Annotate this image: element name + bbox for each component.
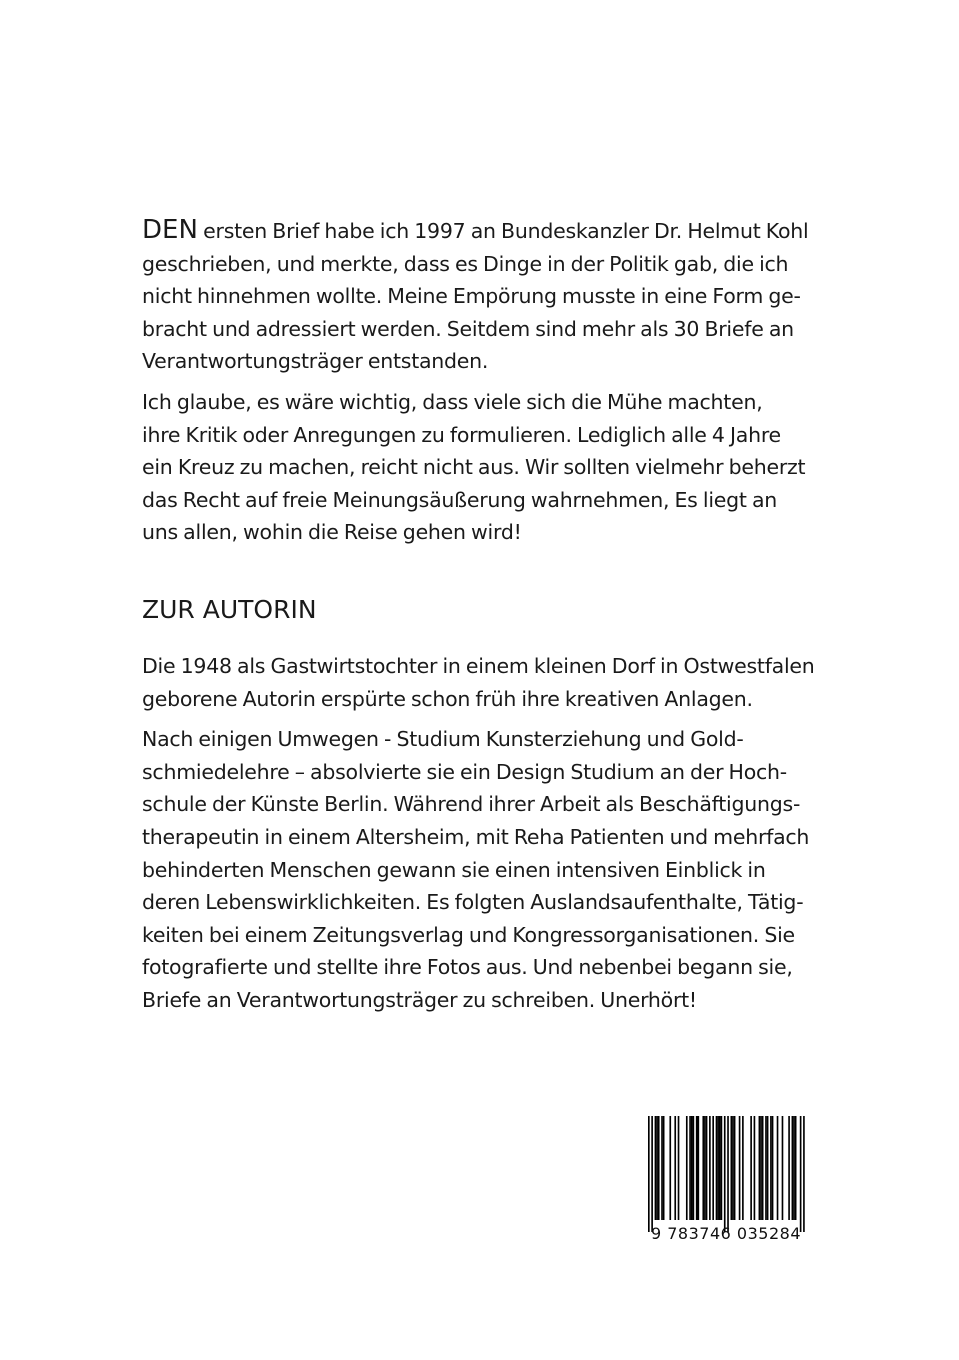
barcode-bar bbox=[693, 1116, 695, 1220]
text-line: Ich glaube, es wäre wichtig, dass viele sich die Mühe machten, bbox=[142, 389, 763, 414]
barcode-bar bbox=[661, 1116, 663, 1220]
barcode-bar bbox=[777, 1116, 779, 1220]
barcode-bar bbox=[656, 1116, 658, 1220]
barcode-bar bbox=[716, 1116, 718, 1220]
barcode-bar bbox=[762, 1116, 764, 1220]
barcode-bar bbox=[734, 1116, 736, 1220]
intro-paragraph-1 bbox=[142, 214, 824, 378]
barcode-bar bbox=[686, 1116, 688, 1220]
barcode-bar bbox=[800, 1116, 802, 1232]
barcode-bar bbox=[765, 1116, 767, 1220]
intro-first-word: DEN bbox=[142, 215, 198, 245]
barcode-bar bbox=[788, 1116, 790, 1220]
barcode-bar bbox=[742, 1116, 744, 1220]
barcode-bar bbox=[706, 1116, 708, 1220]
text-line: bracht und adressiert werden. Seitdem sind mehr als 30 Briefe an bbox=[142, 316, 794, 341]
text-line: Briefe an Verantwortungsträger zu schreiben. Unerhört! bbox=[142, 987, 697, 1012]
barcode-bar bbox=[674, 1116, 676, 1220]
barcode-bar bbox=[759, 1116, 761, 1220]
barcode-bar bbox=[658, 1116, 660, 1220]
text-line: behinderten Menschen gewann sie einen intensiven Einblick in bbox=[142, 857, 766, 882]
barcode-bar bbox=[792, 1116, 794, 1220]
text-line: keiten bei einem Zeitungsverlag und Kongressorganisationen. Sie bbox=[142, 922, 795, 947]
barcode-bar bbox=[709, 1116, 711, 1220]
text-line: fotografierte und stellte ihre Fotos aus. Und nebenbei begann sie, bbox=[142, 955, 793, 980]
barcode-bar bbox=[712, 1116, 714, 1220]
text-line: therapeutin in einem Altersheim, mit Reha Patienten und mehrfach bbox=[142, 824, 810, 849]
barcode-bar bbox=[655, 1116, 657, 1220]
barcode-bar bbox=[717, 1116, 719, 1220]
intro-paragraph-2 bbox=[142, 386, 824, 549]
barcode-bar bbox=[689, 1116, 691, 1220]
text-line: geborene Autorin erspürte schon früh ihre kreativen Anlagen. bbox=[142, 686, 753, 711]
barcode-bars bbox=[640, 1116, 812, 1232]
barcode-bar bbox=[739, 1116, 741, 1220]
about-paragraph-2 bbox=[142, 723, 824, 1016]
barcode-bar bbox=[772, 1116, 774, 1220]
text-line: geschrieben, und merkte, dass es Dinge in der Politik gab, die ich bbox=[142, 251, 789, 276]
text-line: schule der Künste Berlin. Während ihrer Arbeit als Beschäftigungs- bbox=[142, 792, 801, 817]
barcode-bar bbox=[782, 1116, 784, 1220]
barcode-bar bbox=[731, 1116, 733, 1220]
barcode-bar bbox=[724, 1116, 726, 1232]
text-line: nicht hinnehmen wollte. Meine Empörung musste in eine Form ge- bbox=[142, 284, 801, 309]
barcode-bar bbox=[702, 1116, 704, 1220]
barcode-bar bbox=[760, 1116, 762, 1220]
text-line: das Recht auf freie Meinungsäußerung wahrnehmen, Es liegt an bbox=[142, 487, 778, 512]
barcode-bar bbox=[719, 1116, 721, 1220]
barcode-bar bbox=[648, 1116, 650, 1232]
text-line: Nach einigen Umwegen - Studium Kunsterziehung und Gold- bbox=[142, 727, 744, 752]
back-cover-text bbox=[142, 214, 824, 1024]
barcode-bar bbox=[704, 1116, 706, 1220]
barcode-bar bbox=[795, 1116, 797, 1220]
barcode-bar bbox=[727, 1116, 729, 1232]
text-line: schmiedelehre – absolvierte sie ein Design Studium an der Hoch- bbox=[142, 759, 787, 784]
barcode-bar bbox=[698, 1116, 700, 1220]
barcode-bar bbox=[663, 1116, 665, 1220]
barcode-bar bbox=[803, 1116, 805, 1232]
isbn-digits: 9 783746 035284 bbox=[650, 1224, 801, 1243]
text-line: Verantwortungsträger entstanden. bbox=[142, 349, 489, 374]
about-author-heading: ZUR AUTORIN bbox=[142, 594, 317, 624]
barcode-bar bbox=[732, 1116, 734, 1220]
barcode-bar bbox=[770, 1116, 772, 1220]
barcode-bar bbox=[767, 1116, 769, 1220]
barcode-bar bbox=[721, 1116, 723, 1220]
barcode-bar bbox=[691, 1116, 693, 1220]
barcode-bar bbox=[696, 1116, 698, 1220]
text-line: uns allen, wohin die Reise gehen wird! bbox=[142, 520, 522, 545]
text-line: ihre Kritik oder Anregungen zu formulieren. Lediglich alle 4 Jahre bbox=[142, 422, 781, 447]
barcode-bar bbox=[651, 1116, 653, 1232]
text-line: ersten Brief habe ich 1997 an Bundeskanzler Dr. Helmut Kohl bbox=[197, 219, 809, 243]
barcode-bar bbox=[669, 1116, 671, 1220]
barcode-bar bbox=[750, 1116, 752, 1220]
barcode-bar bbox=[793, 1116, 795, 1220]
text-line: ein Kreuz zu machen, reicht nicht aus. Wir sollten vielmehr beherzt bbox=[142, 455, 806, 480]
barcode-bar bbox=[754, 1116, 756, 1220]
text-line: deren Lebenswirklichkeiten. Es folgten Auslandsaufenthalte, Tätig- bbox=[142, 890, 804, 915]
text-line: Die 1948 als Gastwirtstochter in einem kleinen Dorf in Ostwestfalen bbox=[142, 653, 815, 678]
barcode-bar bbox=[678, 1116, 680, 1220]
about-paragraph-1 bbox=[142, 650, 824, 715]
